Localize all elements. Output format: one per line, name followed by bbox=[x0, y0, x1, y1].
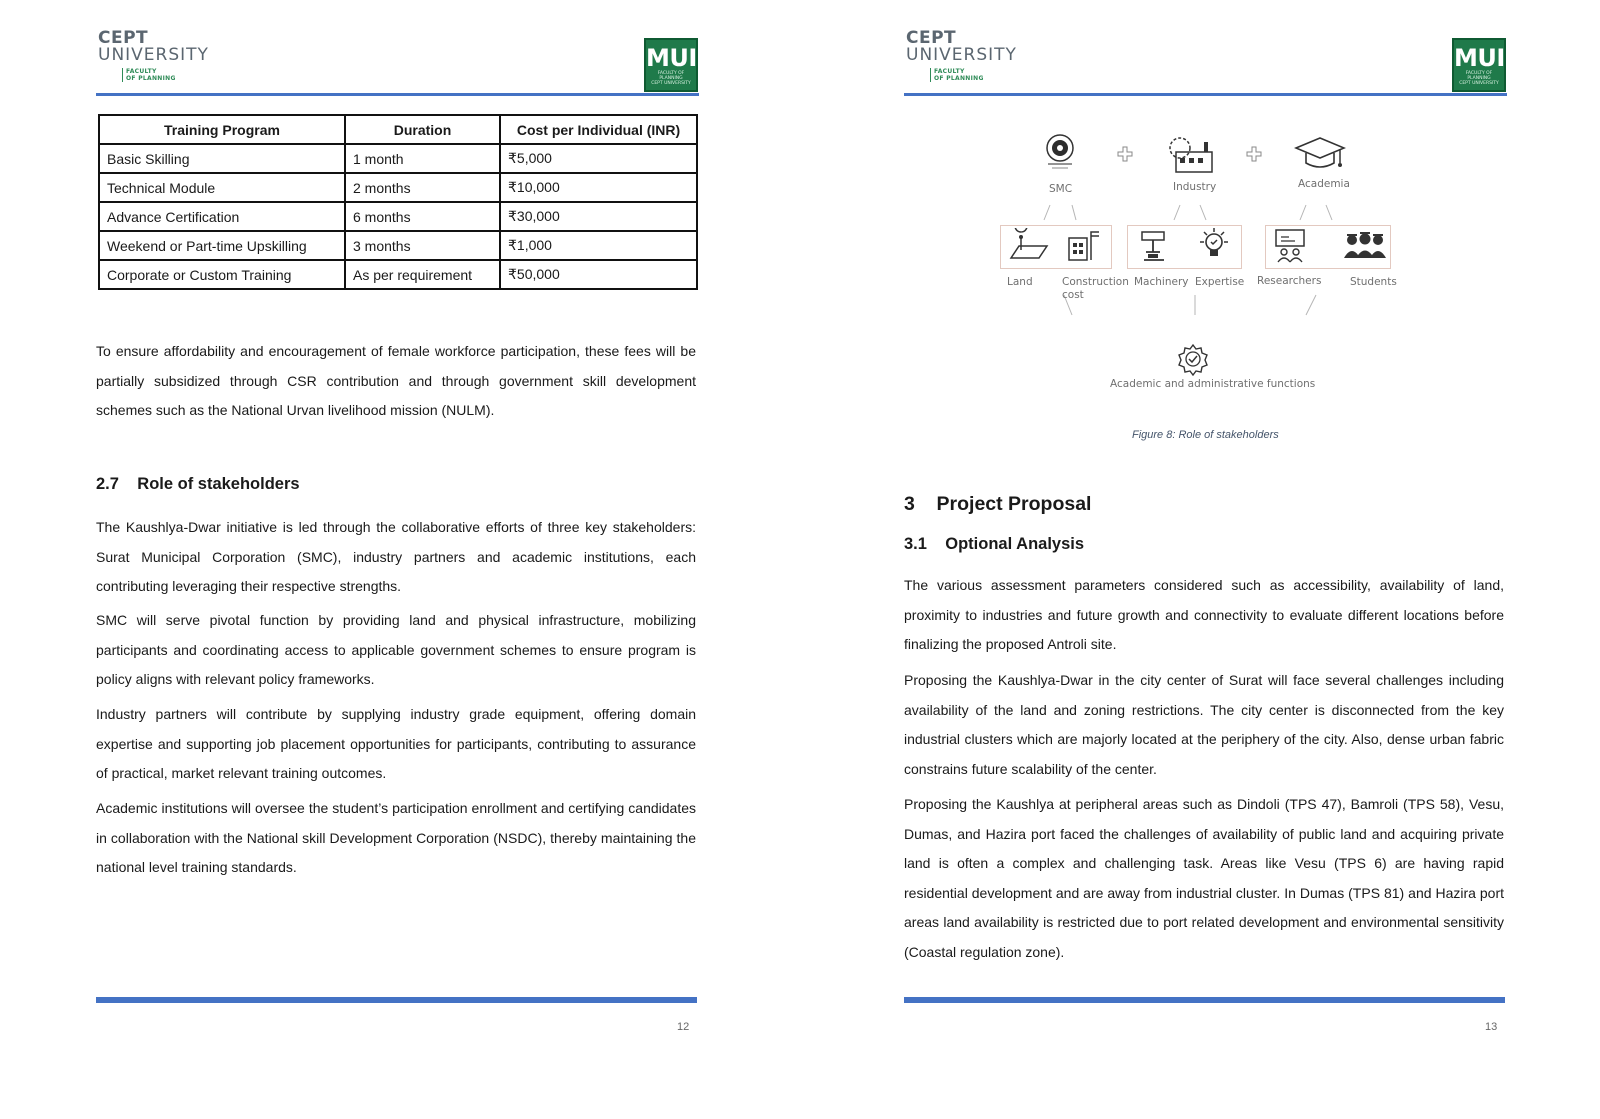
table-row bbox=[99, 144, 697, 173]
cept-university-logo bbox=[98, 30, 209, 82]
section-heading-3: 3 Project Proposal bbox=[904, 493, 1092, 515]
smc-emblem-icon bbox=[1040, 130, 1080, 174]
logo-cept-text: CEPT bbox=[906, 28, 957, 48]
mui-logo-sub1: FACULTY OF PLANNING bbox=[1465, 71, 1493, 81]
footer-rule bbox=[96, 997, 697, 1003]
table-cell: ₹5,000 bbox=[500, 144, 697, 173]
mui-logo-text: MUI bbox=[646, 44, 697, 72]
factory-icon bbox=[1166, 134, 1216, 176]
plus-icon bbox=[1246, 146, 1262, 162]
construction-building-icon bbox=[1063, 228, 1103, 264]
table-row bbox=[99, 173, 697, 202]
table-cell: 1 month bbox=[345, 144, 500, 173]
smc-resources-box bbox=[1000, 225, 1112, 269]
logo-faculty-line1: FACULTY bbox=[934, 68, 965, 75]
logo-faculty-line2: OF PLANNING bbox=[126, 75, 176, 83]
section-heading-3-1: 3.1 Optional Analysis bbox=[904, 535, 1085, 553]
table-cell: Technical Module bbox=[99, 173, 345, 202]
table-header-program: Training Program bbox=[99, 115, 345, 144]
paragraph-assessment-parameters: The various assessment parameters considered such as accessibility, availability of land, proximity to industries and future growth and connectivity to evaluate different locations before finalizing the proposed Antroli site. bbox=[904, 577, 1504, 652]
training-cost-table bbox=[98, 114, 698, 290]
plus-icon bbox=[1117, 146, 1133, 162]
table-cell: Advance Certification bbox=[99, 202, 345, 231]
machinery-icon bbox=[1136, 228, 1172, 264]
label-smc: SMC bbox=[1049, 183, 1073, 195]
label-admin-functions: Academic and administrative functions bbox=[1110, 378, 1316, 390]
label-industry: Industry bbox=[1173, 181, 1217, 193]
footer-rule bbox=[904, 997, 1505, 1003]
section-heading-2-7: 2.7 Role of stakeholders bbox=[96, 475, 300, 493]
paragraph-academic-role: Academic institutions will oversee the student’s participation enrollment and certifying candidates in collaboration with the National skill Development Corporation (NSDC), thereby maintaining the national level training standards. bbox=[96, 800, 696, 875]
table-cell: As per requirement bbox=[345, 260, 500, 289]
logo-faculty-text bbox=[930, 68, 1017, 82]
paragraph-smc-role: SMC will serve pivotal function by providing land and physical infrastructure, mobilizing participants and coordinating access to applicable government schemes to ensure program is policy aligns with relevant policy frameworks. bbox=[96, 612, 696, 687]
table-cell: ₹10,000 bbox=[500, 173, 697, 202]
mui-logo-text: MUI bbox=[1454, 44, 1505, 72]
table-row bbox=[99, 231, 697, 260]
table-cell: 6 months bbox=[345, 202, 500, 231]
header-rule bbox=[96, 93, 699, 96]
label-land: Land bbox=[1007, 276, 1033, 288]
table-row bbox=[99, 202, 697, 231]
page-number: 12 bbox=[677, 1021, 690, 1033]
header-rule bbox=[904, 93, 1507, 96]
logo-faculty-text bbox=[122, 68, 209, 82]
lightbulb-expertise-icon bbox=[1196, 226, 1232, 264]
logo-university-text: UNIVERSITY bbox=[98, 45, 209, 65]
academia-resources-box bbox=[1265, 225, 1391, 269]
label-students: Students bbox=[1350, 276, 1397, 288]
label-expertise: Expertise bbox=[1195, 276, 1245, 288]
table-row bbox=[99, 260, 697, 289]
mui-logo-sub2: CEPT UNIVERSITY bbox=[651, 81, 691, 86]
page-number: 13 bbox=[1485, 1021, 1498, 1033]
paragraph-fees-subsidy: To ensure affordability and encouragement of female workforce participation, these fees will be partially subsidized through CSR contribution and through government skill development schemes such as the National Urvan livelihood mission (NULM). bbox=[96, 343, 696, 418]
logo-university-text: UNIVERSITY bbox=[906, 45, 1017, 65]
label-academia: Academia bbox=[1298, 178, 1350, 190]
paragraph-industry-role: Industry partners will contribute by supplying industry grade equipment, offering domain expertise and supporting job placement opportunities for participants, contributing to assurance of practical, market relevant training outcomes. bbox=[96, 706, 696, 781]
logo-faculty-line2: OF PLANNING bbox=[934, 75, 984, 83]
table-header-row bbox=[99, 115, 697, 144]
students-group-icon bbox=[1342, 230, 1388, 262]
label-construction-cost: cost bbox=[1062, 289, 1084, 301]
mui-logo bbox=[644, 38, 698, 92]
table-cell: Basic Skilling bbox=[99, 144, 345, 173]
table-cell: ₹30,000 bbox=[500, 202, 697, 231]
mui-logo-sub2: CEPT UNIVERSITY bbox=[1459, 81, 1499, 86]
table-cell: 2 months bbox=[345, 173, 500, 202]
figure-caption: Figure 8: Role of stakeholders bbox=[1132, 429, 1279, 441]
table-cell: 3 months bbox=[345, 231, 500, 260]
paragraph-city-center: Proposing the Kaushlya-Dwar in the city center of Surat will face several challenges including availability of the land and zoning restrictions. The city center is disconnected from the key industrial clusters which are majorly located at the periphery of the city. Also, dense urban fabric constrains future scalability of the center. bbox=[904, 672, 1504, 777]
mui-logo-sub1: FACULTY OF PLANNING bbox=[657, 71, 685, 81]
researchers-presentation-icon bbox=[1272, 228, 1308, 264]
table-header-cost: Cost per Individual (INR) bbox=[500, 115, 697, 144]
graduation-cap-icon bbox=[1294, 136, 1346, 172]
table-header-duration: Duration bbox=[345, 115, 500, 144]
gear-check-icon bbox=[1176, 342, 1210, 376]
logo-cept-text: CEPT bbox=[98, 28, 149, 48]
cept-university-logo bbox=[906, 30, 1017, 82]
table-cell: Corporate or Custom Training bbox=[99, 260, 345, 289]
label-construction: Construction bbox=[1062, 276, 1129, 288]
paragraph-peripheral-areas: Proposing the Kaushlya at peripheral areas such as Dindoli (TPS 47), Bamroli (TPS 58), Vesu, Dumas, and Hazira port faced the challenges of availability of public land and acquiring private land is often a complex and challenging task. Areas like Vesu (TPS 6) are having rapid residential development and are away from industrial cluster. In Dumas (TPS 81) and Hazira port areas land availability is restricted due to port related development and environmental sensitivity (Coastal regulation zone). bbox=[904, 796, 1504, 960]
table-cell: ₹50,000 bbox=[500, 260, 697, 289]
label-researchers: Researchers bbox=[1257, 275, 1322, 287]
mui-logo bbox=[1452, 38, 1506, 92]
table-cell: ₹1,000 bbox=[500, 231, 697, 260]
logo-faculty-line1: FACULTY bbox=[126, 68, 157, 75]
paragraph-stakeholders-intro: The Kaushlya-Dwar initiative is led through the collaborative efforts of three key stakeholders: Surat Municipal Corporation (SMC), industry partners and academic institutions, each contributing leveraging their respective strengths. bbox=[96, 519, 696, 594]
industry-resources-box bbox=[1127, 225, 1242, 269]
table-cell: Weekend or Part-time Upskilling bbox=[99, 231, 345, 260]
label-machinery: Machinery bbox=[1134, 276, 1189, 288]
land-map-icon bbox=[1007, 228, 1051, 264]
